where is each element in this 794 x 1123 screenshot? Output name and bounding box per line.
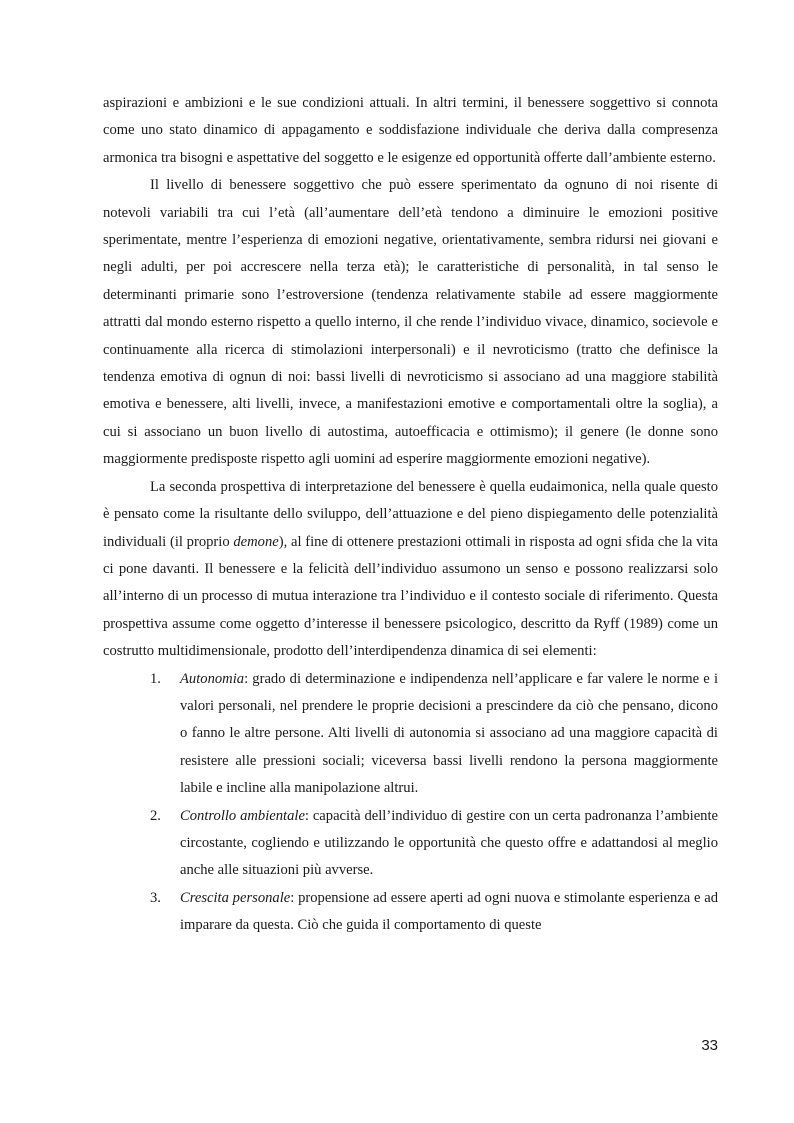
list-item xyxy=(103,885,718,940)
list-item-text: : propensione ad essere aperti ad ogni nuova e stimolante esperienza e ad imparare da questa. Ciò che guida il comportamento di queste xyxy=(180,889,718,934)
list-item xyxy=(103,803,718,885)
list-item-text: : grado di determinazione e indipendenza nell’applicare e far valere le norme e i valori personali, nel prendere le proprie decisioni a prescindere da ciò che pensano, dicono o fanno le altre persone. Alti livelli di autonomia si associano ad una maggiore capacità di resistere alle pressioni sociali; viceversa bassi livelli rendono la persona maggiormente labile e incline alla manipolazione altrui. xyxy=(180,670,718,797)
list-item-term: Crescita personale xyxy=(180,889,291,906)
paragraph-2: Il livello di benessere soggettivo che può essere sperimentato da ognuno di noi risente di notevoli variabili tra cui l’età (all’aumentare dell’età tendono a diminuire le emozioni positive sperimentate, mentre l’esperienza di emozioni negative, orientativamente, sembra ridursi nei giovani e negli adulti, per poi accrescere nella terza età); le caratteristiche di personalità, in tal senso le determinanti primarie sono l’estroversione (tendenza relativamente stabile ad essere maggiormente attratti dal mondo esterno rispetto a quello interno, il che rende l’individuo vivace, dinamico, socievole e continuamente alla ricerca di stimolazioni interpersonali) e il nevroticismo (tratto che definisce la tendenza emotiva di ognun di noi: bassi livelli di nevroticismo si associano ad una maggiore stabilità emotiva e benessere, alti livelli, invece, a manifestazioni emotive e comportamentali oltre la soglia), a cui si associano un buon livello di autostima, autoefficacia e ottimismo); il genere (le donne sono maggiormente predisposte rispetto agli uomini ad esperire maggiormente emozioni negative). xyxy=(103,177,718,468)
list-item xyxy=(103,666,718,803)
list-item-term: Autonomia xyxy=(180,670,245,687)
list-item-number: 1. xyxy=(150,670,161,687)
paragraph-3-text-before: La seconda prospettiva di interpretazione del benessere è quella eudaimonica, nella quale questo è pensato come la risultante dello sviluppo, dell’attuazione e del pieno dispiegamento delle potenzialità individuali (il proprio xyxy=(103,478,718,550)
page-body xyxy=(103,90,718,940)
list-item-text: : capacità dell’individuo di gestire con un certa padronanza l’ambiente circostante, cogliendo e utilizzando le opportunità che questo offre e adattandosi al meglio anche alle situazioni più avverse. xyxy=(180,807,718,879)
page-number: 33 xyxy=(701,1037,718,1054)
list-item-number: 2. xyxy=(150,807,161,824)
elements-list xyxy=(103,666,718,940)
paragraph-3 xyxy=(103,474,718,666)
paragraph-3-text-after: ), al fine di ottenere prestazioni ottimali in risposta ad ogni sfida che la vita ci pone davanti. Il benessere e la felicità dell’individuo assumono un senso e possono realizzarsi solo all’interno di un processo di mutua interazione tra l’individuo e il contesto sociale di riferimento. Questa prospettiva assume come oggetto d’interesse il benessere psicologico, descritto da Ryff (1989) come un costrutto multidimensionale, prodotto dell’interdipendenza dinamica di sei elementi: xyxy=(103,533,718,660)
paragraph-1: aspirazioni e ambizioni e le sue condizioni attuali. In altri termini, il benessere soggettivo si connota come uno stato dinamico di appagamento e soddisfazione individuale che deriva dalla compresenza armonica tra bisogni e aspettative del soggetto e le esigenze ed opportunità offerte dall’ambiente esterno. xyxy=(103,95,718,166)
list-item-term: Controllo ambientale xyxy=(180,807,305,824)
paragraph-3-emphasis: demone xyxy=(233,533,279,550)
list-item-number: 3. xyxy=(150,889,161,906)
